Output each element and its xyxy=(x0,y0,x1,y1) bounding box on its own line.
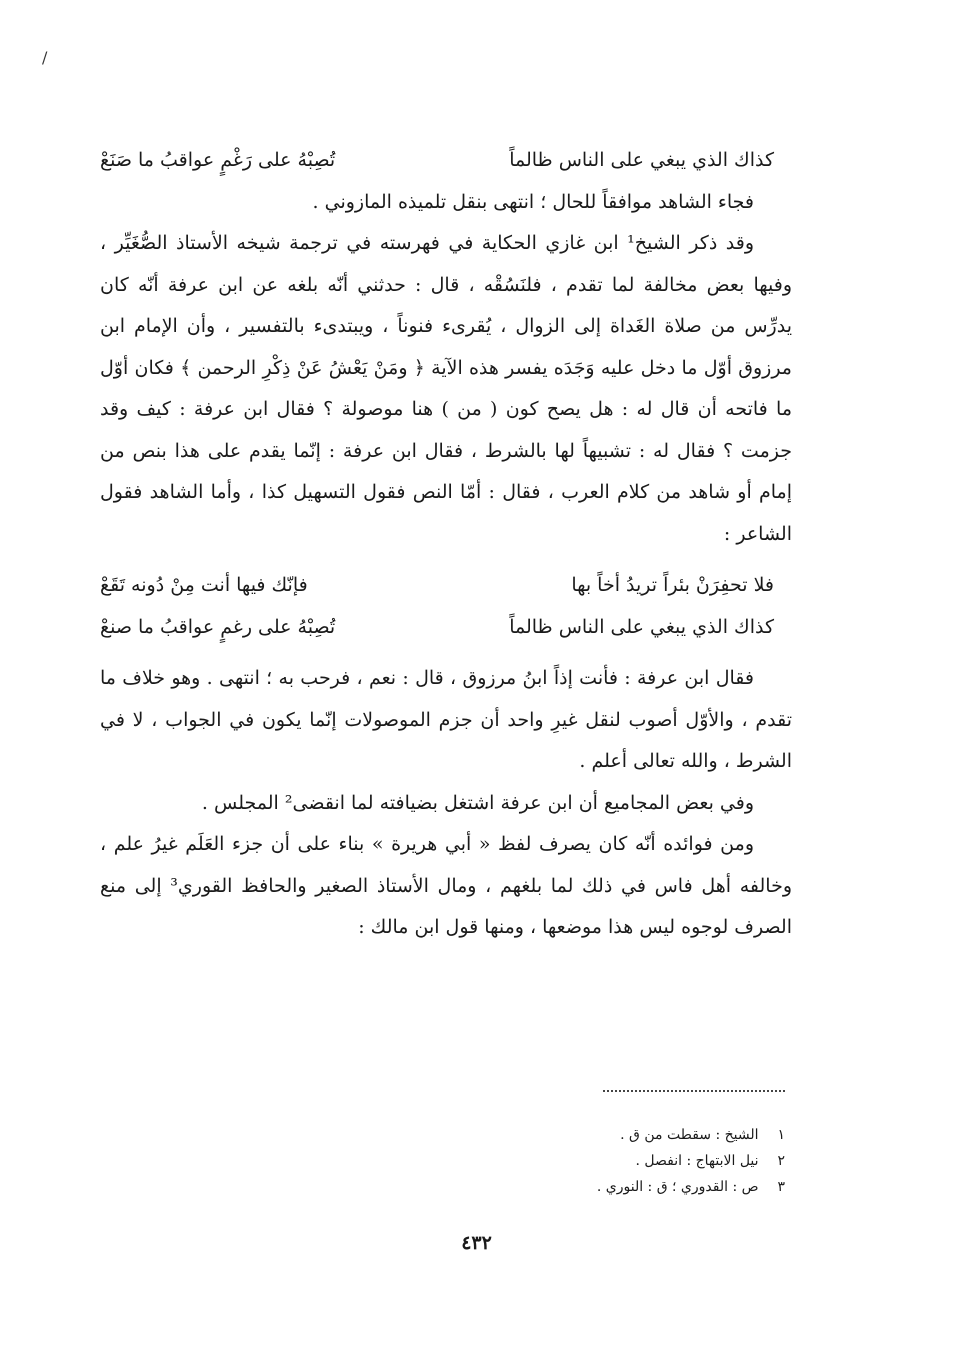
footnote-text: ص : القدوري ؛ ق : النوري . xyxy=(596,1179,759,1195)
verse-hemistich: فإنّك فيها أنت مِنْ دُونه تَقَعْ xyxy=(100,574,308,596)
main-text xyxy=(100,140,792,949)
footnote xyxy=(440,1122,785,1148)
footnote-text: نيل الابتهاج : انفصل . xyxy=(635,1153,759,1169)
footnote-divider xyxy=(603,1090,785,1092)
paragraph: فقال ابن عرفة : فأنت إذاً ابنُ مرزوق ، قال : نعم ، فرحب به ؛ انتهى . وهو خلاف ما تقدم ، والأوّل أصوب لنقل غيرِ واحد أن جزم الموصولات إنّما يكون في الجواب ، لا في الشرط ، والله تعالى أعلم . xyxy=(100,667,792,772)
paragraph: وفي بعض المجاميع أن ابن عرفة اشتغل بضيافته لما انقضى² المجلس . xyxy=(201,791,754,814)
verse-hemistich: تُصِبْهُ على رَغْمٍ عواقبُ ما صَنَعْ xyxy=(100,149,336,171)
paragraph: وقد ذكر الشيخ¹ ابن غازي الحكاية في فهرسته في ترجمة شيخه الأستاذ الصُّغَيِّر ، وفيها بعض مخالفة لما تقدم ، فلنَسُقْه ، قال : حدثني أنّه بلغه عن ابن عرفة أنّه كان يدرِّس من صلاة الغَداة إلى الزوال ، يُقرىء فنوناً ، ويبتدىء بالتفسير ، وأن الإمام ابن مرزوق أوّل ما دخل عليه وَجَدَه يفسر هذه الآية ﴿ ومَنْ يَعْشُ عَنْ ذِكْرِ الرحمن ﴾ فكان أوّل ما فاتحه أن قال له : هل يصح كون ( من ) هنا موصولة ؟ فقال ابن عرفة : كيف وقد جزمت ؟ فقال له : تشبيهاً لها بالشرط ، فقال ابن عرفة : إنّما يقدم على هذا بنص من إمام أو شاهد من كلام العرب ، فقال : أمّا النص فقول التسهيل كذا ، وأما الشاهد فقول الشاعر : xyxy=(100,232,792,545)
corner-mark: / xyxy=(42,48,48,67)
verse-hemistich: كذاك الذي يبغي على الناس ظالماً xyxy=(509,149,774,171)
paragraph: ومن فوائده أنّه كان يصرف لفظ « أبي هريرة » بناء على أن جزء العَلَم غيرُ علم ، وخالفه أهل فاس في ذلك لما بلغهم ، ومال الأستاذ الصغير والحافظ القوري³ إلى منع الصرف لوجوه ليس هذا موضعها ، ومنها قول ابن مالك : xyxy=(100,833,792,938)
footnote xyxy=(440,1174,785,1200)
footnotes xyxy=(440,1122,785,1200)
verse-hemistich: كذاك الذي يبغي على الناس ظالماً xyxy=(509,615,774,638)
footnote-number: ٣ xyxy=(777,1179,785,1195)
footnote xyxy=(440,1148,785,1174)
page-number: ٤٣٢ xyxy=(461,1232,492,1254)
verse-hemistich: تُصِبْهُ على رغمٍ عواقبُ ما صنعْ xyxy=(100,615,336,638)
paragraph: فجاء الشاهد موافقاً للحال ؛ انتهى بنقل تلميذه المازوني . xyxy=(312,190,754,213)
quoted-poem-line xyxy=(100,565,792,607)
footnote-number: ١ xyxy=(777,1127,785,1143)
opening-verse xyxy=(100,140,792,182)
verse-hemistich: فلا تحفِرَنْ بئراً تريدُ أخاً بها xyxy=(571,574,774,596)
footnote-number: ٢ xyxy=(777,1153,785,1169)
footnote-text: الشيخ : سقطت من ق . xyxy=(620,1127,759,1143)
quoted-poem-line xyxy=(100,607,792,649)
